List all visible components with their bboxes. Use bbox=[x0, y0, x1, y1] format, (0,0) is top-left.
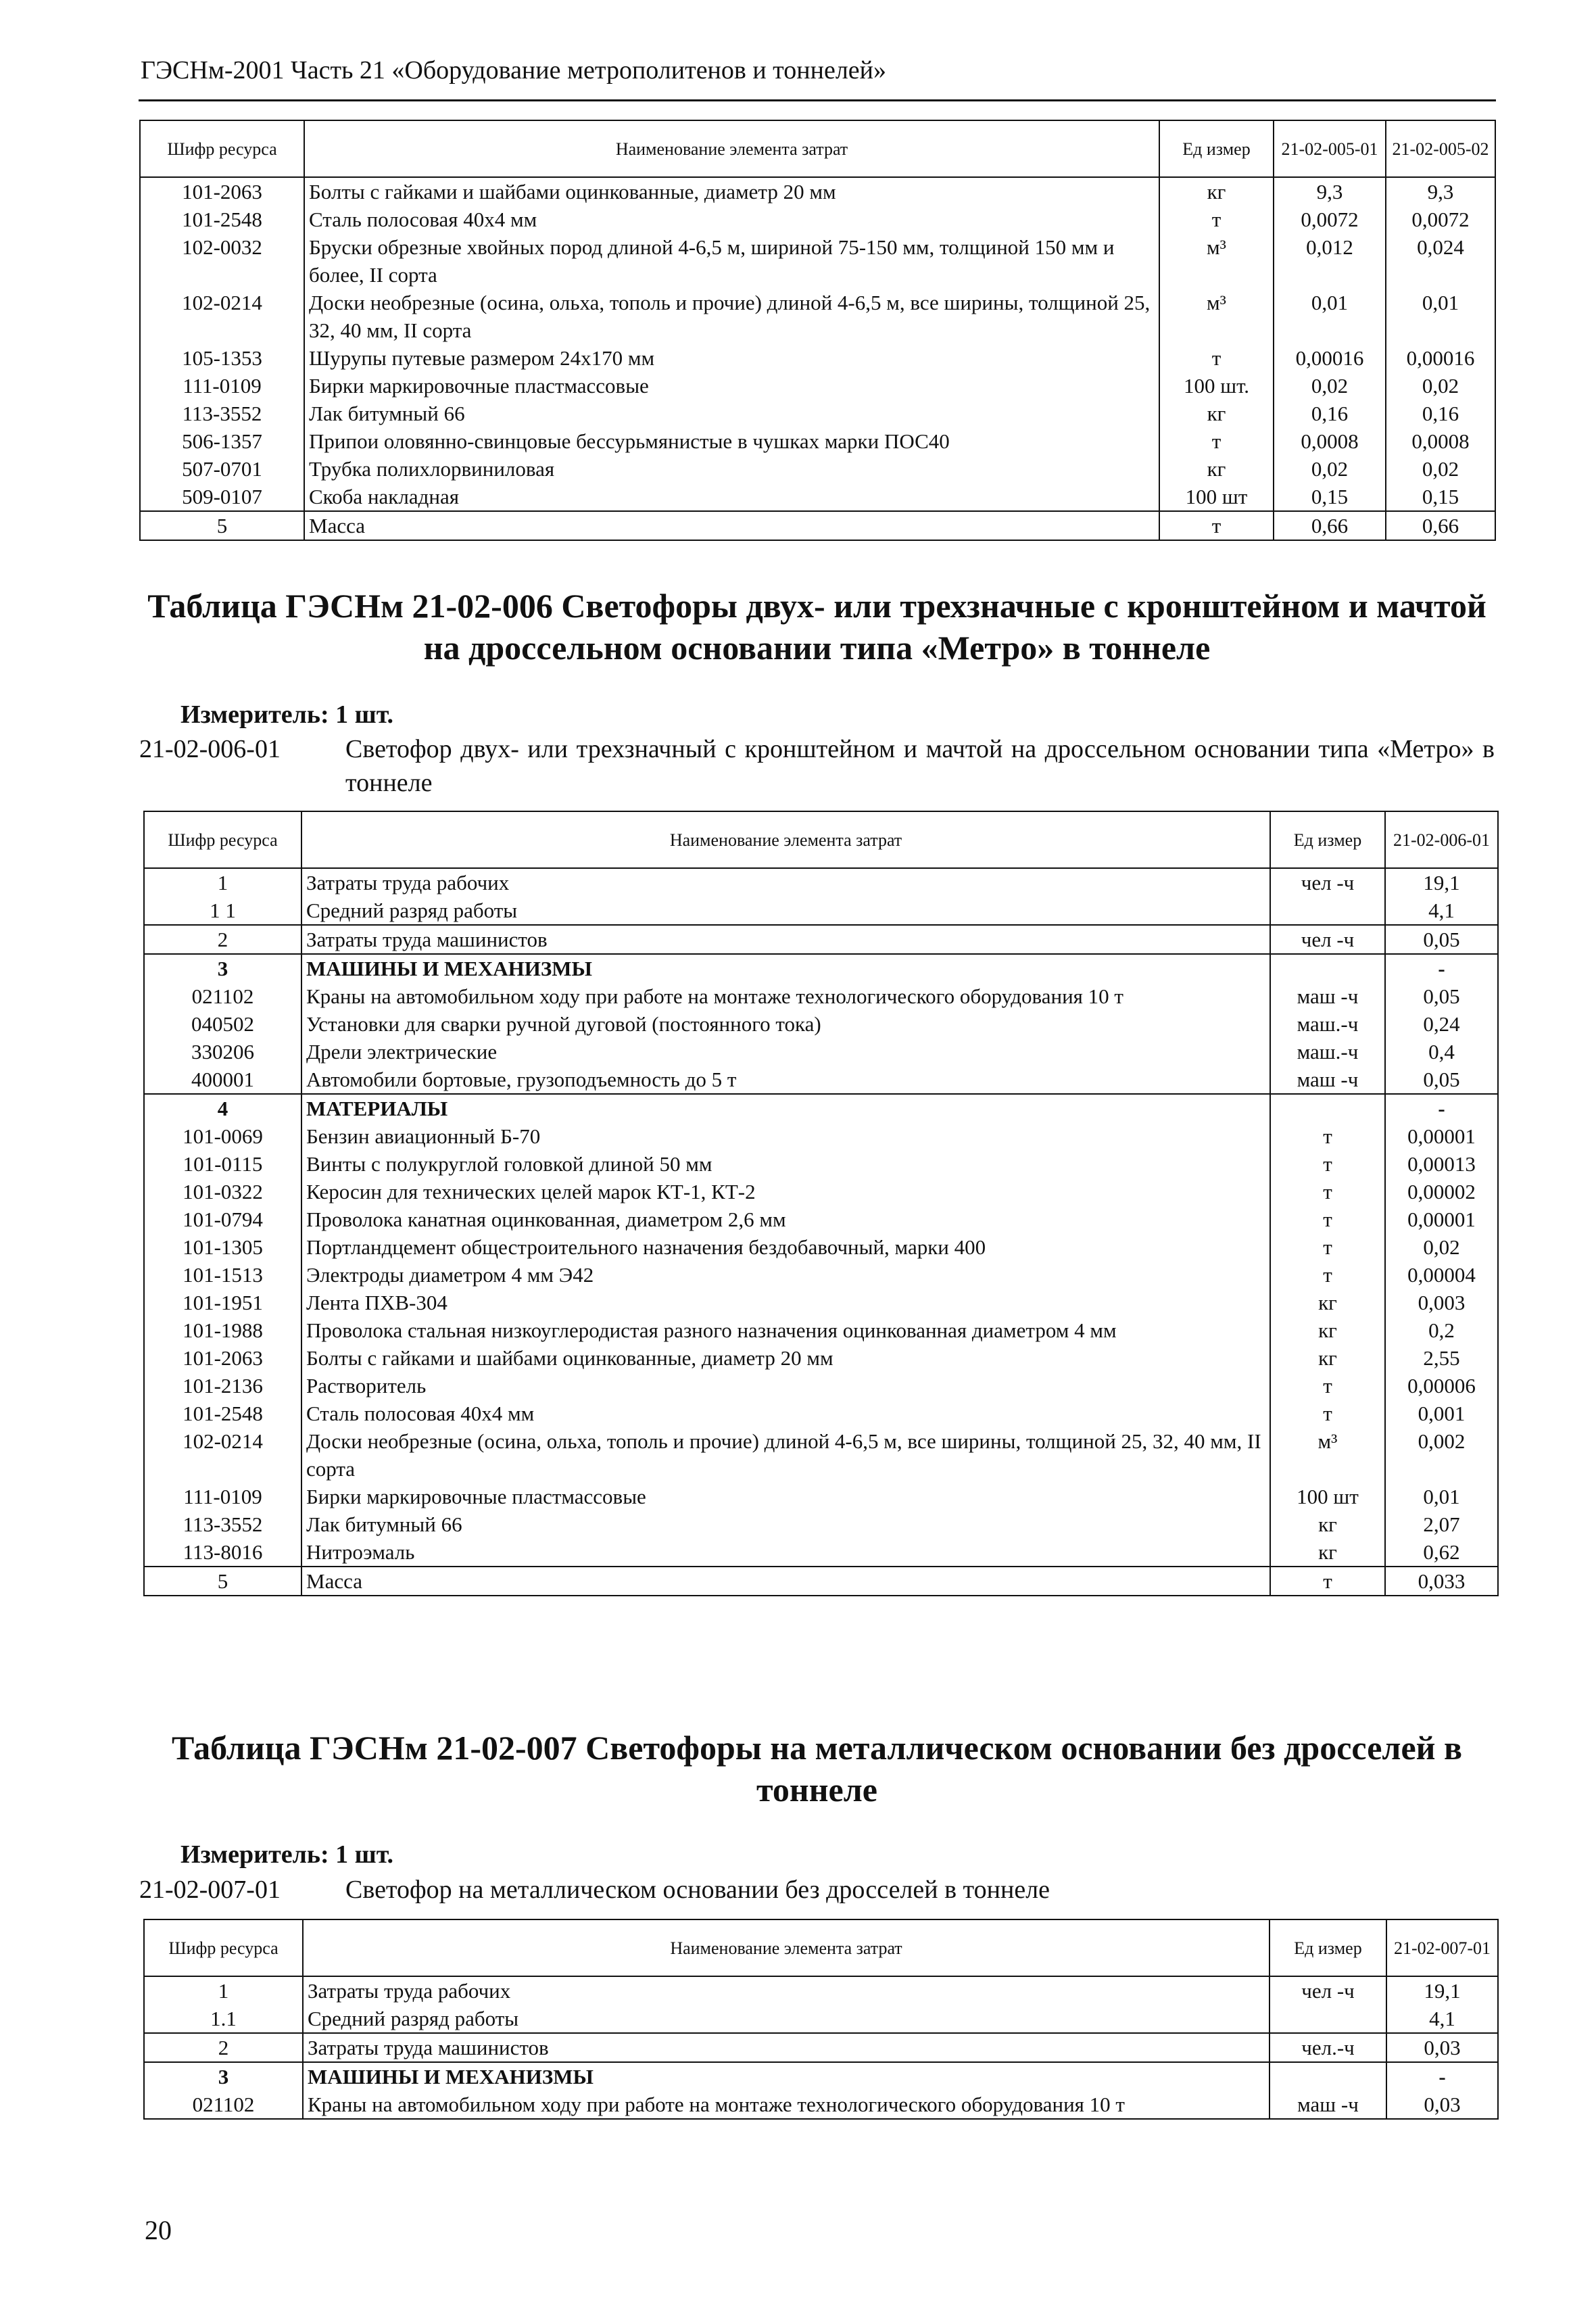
unit-of-measure bbox=[1270, 954, 1385, 982]
meter-value: 1 шт. bbox=[335, 1840, 394, 1869]
unit-of-measure: кг bbox=[1270, 1510, 1385, 1538]
norm-value: 0,02 bbox=[1386, 372, 1495, 400]
table-row bbox=[140, 483, 1495, 511]
resource-code: 101-1513 bbox=[144, 1261, 301, 1289]
resource-code: 101-1951 bbox=[144, 1289, 301, 1316]
column-header: Шифр ресурса bbox=[140, 120, 304, 177]
norm-value: 0,16 bbox=[1386, 400, 1495, 427]
resource-table-005 bbox=[139, 120, 1496, 541]
table-row bbox=[144, 1510, 1498, 1538]
unit-of-measure bbox=[1269, 2062, 1386, 2091]
resource-code: 113-8016 bbox=[144, 1538, 301, 1567]
table-row bbox=[140, 372, 1495, 400]
table-row bbox=[144, 1316, 1498, 1344]
resource-code: 400001 bbox=[144, 1066, 301, 1094]
unit-of-measure: т bbox=[1270, 1567, 1385, 1596]
cost-element-name: МАТЕРИАЛЫ bbox=[301, 1094, 1270, 1122]
column-header: Наименование элемента затрат bbox=[301, 811, 1270, 868]
cost-element-name: Портландцемент общестроительного назначения бездобавочный, марки 400 bbox=[301, 1233, 1270, 1261]
section-title-line: тоннеле bbox=[756, 1771, 877, 1809]
norm-value: 0,024 bbox=[1386, 233, 1495, 289]
resource-code: 4 bbox=[144, 1094, 301, 1122]
resource-code: 507-0701 bbox=[140, 455, 304, 483]
norm-value: 0,66 bbox=[1274, 511, 1386, 540]
resource-code: 1 1 bbox=[144, 897, 301, 925]
norm-value: 0,05 bbox=[1385, 982, 1498, 1010]
section-title-line: на дроссельном основании типа «Метро» в тоннеле bbox=[423, 629, 1211, 667]
unit-of-measure: т bbox=[1270, 1261, 1385, 1289]
norm-value: 2,55 bbox=[1385, 1344, 1498, 1372]
table-row bbox=[144, 1122, 1498, 1150]
cost-element-name: Электроды диаметром 4 мм Э42 bbox=[301, 1261, 1270, 1289]
norm-value: 0,03 bbox=[1386, 2033, 1498, 2062]
cost-element-name: Скоба накладная bbox=[304, 483, 1159, 511]
table-row bbox=[140, 233, 1495, 289]
table-row bbox=[144, 868, 1498, 897]
resource-code: 1 bbox=[144, 868, 301, 897]
column-header: 21-02-006-01 bbox=[1385, 811, 1498, 868]
unit-of-measure: т bbox=[1270, 1150, 1385, 1178]
unit-of-measure bbox=[1270, 897, 1385, 925]
norm-value: 0,01 bbox=[1385, 1483, 1498, 1510]
table-header-row bbox=[144, 811, 1498, 868]
cost-element-name: Лак битумный 66 bbox=[304, 400, 1159, 427]
meter-value: 1 шт. bbox=[335, 700, 394, 729]
norm-value: 0,00016 bbox=[1274, 344, 1386, 372]
norm-value: 0,00016 bbox=[1386, 344, 1495, 372]
resource-code: 330206 bbox=[144, 1038, 301, 1066]
unit-of-measure: т bbox=[1270, 1400, 1385, 1427]
running-header: ГЭСНм-2001 Часть 21 «Оборудование метрополитенов и тоннелей» bbox=[141, 56, 886, 85]
cost-element-name: Автомобили бортовые, грузоподъемность до 5 т bbox=[301, 1066, 1270, 1094]
unit-of-measure: маш -ч bbox=[1270, 982, 1385, 1010]
cost-element-name: Шурупы путевые размером 24х170 мм bbox=[304, 344, 1159, 372]
resource-code: 101-2136 bbox=[144, 1372, 301, 1400]
unit-of-measure: 100 шт bbox=[1270, 1483, 1385, 1510]
unit-of-measure: маш -ч bbox=[1269, 2091, 1386, 2119]
table-row bbox=[144, 1372, 1498, 1400]
unit-of-measure: кг bbox=[1270, 1289, 1385, 1316]
table-row bbox=[144, 925, 1498, 954]
norm-value: 0,01 bbox=[1274, 289, 1386, 344]
norm-value: 0,15 bbox=[1386, 483, 1495, 511]
resource-code: 101-0115 bbox=[144, 1150, 301, 1178]
cost-element-name: МАШИНЫ И МЕХАНИЗМЫ bbox=[301, 954, 1270, 982]
norm-value: 0,00006 bbox=[1385, 1372, 1498, 1400]
cost-element-name: Лента ПХВ-304 bbox=[301, 1289, 1270, 1316]
table-row bbox=[144, 1538, 1498, 1567]
table-row bbox=[144, 1400, 1498, 1427]
unit-of-measure: т bbox=[1270, 1206, 1385, 1233]
table-row bbox=[144, 1483, 1498, 1510]
norm-value: 0,00013 bbox=[1385, 1150, 1498, 1178]
resource-code: 101-2063 bbox=[144, 1344, 301, 1372]
cost-element-name: Средний разряд работы bbox=[303, 2005, 1269, 2033]
resource-code: 1 bbox=[144, 1976, 303, 2005]
resource-code: 2 bbox=[144, 925, 301, 954]
unit-of-measure: 100 шт bbox=[1159, 483, 1274, 511]
cost-element-name: Масса bbox=[301, 1567, 1270, 1596]
table-row bbox=[144, 1094, 1498, 1122]
norm-value: 19,1 bbox=[1386, 1976, 1498, 2005]
cost-element-name: Доски необрезные (осина, ольха, тополь и прочие) длиной 4-6,5 м, все ширины, толщиной 25, 32, 40 мм, II сорта bbox=[301, 1427, 1270, 1483]
resource-code: 101-1988 bbox=[144, 1316, 301, 1344]
norm-value: 4,1 bbox=[1386, 2005, 1498, 2033]
cost-element-name: Затраты труда рабочих bbox=[301, 868, 1270, 897]
table-header-row bbox=[144, 1919, 1498, 1976]
unit-of-measure: т bbox=[1270, 1233, 1385, 1261]
resource-code: 101-0069 bbox=[144, 1122, 301, 1150]
unit-of-measure: м³ bbox=[1159, 233, 1274, 289]
resource-code: 101-2063 bbox=[140, 177, 304, 206]
norm-value: 0,15 bbox=[1274, 483, 1386, 511]
column-header: 21-02-005-02 bbox=[1386, 120, 1495, 177]
norm-value: 0,66 bbox=[1386, 511, 1495, 540]
cost-element-name: Затраты труда машинистов bbox=[301, 925, 1270, 954]
cost-element-name: Лак битумный 66 bbox=[301, 1510, 1270, 1538]
norm-value: 0,16 bbox=[1274, 400, 1386, 427]
resource-code: 2 bbox=[144, 2033, 303, 2062]
cost-element-name: Бирки маркировочные пластмассовые bbox=[304, 372, 1159, 400]
norm-value: 0,00002 bbox=[1385, 1178, 1498, 1206]
table-row bbox=[140, 427, 1495, 455]
norm-value: 0,05 bbox=[1385, 1066, 1498, 1094]
meter-007 bbox=[180, 1840, 393, 1869]
resource-code: 101-1305 bbox=[144, 1233, 301, 1261]
cost-element-name: Бирки маркировочные пластмассовые bbox=[301, 1483, 1270, 1510]
norm-value: 0,02 bbox=[1274, 455, 1386, 483]
cost-element-name: Проволока стальная низкоуглеродистая разного назначения оцинкованная диаметром 4 мм bbox=[301, 1316, 1270, 1344]
unit-of-measure: чел -ч bbox=[1269, 1976, 1386, 2005]
table-row bbox=[144, 2033, 1498, 2062]
norm-value: 0,0072 bbox=[1274, 206, 1386, 233]
norm-value: 2,07 bbox=[1385, 1510, 1498, 1538]
cost-element-name: Затраты труда рабочих bbox=[303, 1976, 1269, 2005]
section-title-007 bbox=[139, 1727, 1495, 1811]
cost-element-name: Бруски обрезные хвойных пород длиной 4-6,5 м, шириной 75-150 мм, толщиной 150 мм и более, II сорта bbox=[304, 233, 1159, 289]
unit-of-measure: кг bbox=[1270, 1316, 1385, 1344]
header-rule bbox=[139, 99, 1496, 101]
table-row bbox=[144, 1344, 1498, 1372]
resource-code: 102-0214 bbox=[140, 289, 304, 344]
norm-value: 0,00004 bbox=[1385, 1261, 1498, 1289]
column-header: Наименование элемента затрат bbox=[304, 120, 1159, 177]
norm-value: 9,3 bbox=[1274, 177, 1386, 206]
cost-element-name: Припои оловянно-свинцовые бессурьмянистые в чушках марки ПОС40 bbox=[304, 427, 1159, 455]
unit-of-measure: 100 шт. bbox=[1159, 372, 1274, 400]
cost-element-name: Трубка полихлорвиниловая bbox=[304, 455, 1159, 483]
cost-element-name: Дрели электрические bbox=[301, 1038, 1270, 1066]
resource-code: 021102 bbox=[144, 2091, 303, 2119]
norm-value: - bbox=[1386, 2062, 1498, 2091]
unit-of-measure: т bbox=[1159, 511, 1274, 540]
item-line-006 bbox=[139, 732, 1495, 800]
cost-element-name: Сталь полосовая 40х4 мм bbox=[304, 206, 1159, 233]
norm-value: 0,2 bbox=[1385, 1316, 1498, 1344]
column-header: Ед измер bbox=[1159, 120, 1274, 177]
column-header: Ед измер bbox=[1270, 811, 1385, 868]
table-row bbox=[144, 1233, 1498, 1261]
norm-value: 0,03 bbox=[1386, 2091, 1498, 2119]
column-header: Наименование элемента затрат bbox=[303, 1919, 1269, 1976]
resource-code: 102-0214 bbox=[144, 1427, 301, 1483]
unit-of-measure: маш.-ч bbox=[1270, 1038, 1385, 1066]
norm-value: - bbox=[1385, 1094, 1498, 1122]
table-row bbox=[144, 1427, 1498, 1483]
table-row bbox=[144, 1066, 1498, 1094]
page-number: 20 bbox=[145, 2215, 172, 2245]
table-header-row bbox=[140, 120, 1495, 177]
cost-element-name: Нитроэмаль bbox=[301, 1538, 1270, 1567]
norm-value: 0,4 bbox=[1385, 1038, 1498, 1066]
resource-code: 021102 bbox=[144, 982, 301, 1010]
norm-value: 0,01 bbox=[1386, 289, 1495, 344]
norm-value: 0,02 bbox=[1385, 1233, 1498, 1261]
resource-table-007 bbox=[143, 1919, 1499, 2120]
resource-code: 1.1 bbox=[144, 2005, 303, 2033]
table-row bbox=[144, 1178, 1498, 1206]
norm-value: 4,1 bbox=[1385, 897, 1498, 925]
cost-element-name: Болты с гайками и шайбами оцинкованные, диаметр 20 мм bbox=[304, 177, 1159, 206]
cost-element-name: Краны на автомобильном ходу при работе на монтаже технологического оборудования 10 т bbox=[301, 982, 1270, 1010]
norm-value: 0,002 bbox=[1385, 1427, 1498, 1483]
resource-code: 102-0032 bbox=[140, 233, 304, 289]
unit-of-measure: маш -ч bbox=[1270, 1066, 1385, 1094]
unit-of-measure: кг bbox=[1159, 400, 1274, 427]
unit-of-measure: чел -ч bbox=[1270, 868, 1385, 897]
unit-of-measure: кг bbox=[1159, 177, 1274, 206]
table-row bbox=[144, 2091, 1498, 2119]
resource-code: 3 bbox=[144, 2062, 303, 2091]
norm-value: 0,62 bbox=[1385, 1538, 1498, 1567]
meter-label: Измеритель: bbox=[180, 700, 329, 729]
norm-value: 0,003 bbox=[1385, 1289, 1498, 1316]
table-row bbox=[144, 2062, 1498, 2091]
resource-table-006 bbox=[143, 811, 1499, 1596]
table-row bbox=[140, 455, 1495, 483]
norm-value: 0,012 bbox=[1274, 233, 1386, 289]
norm-value: 0,0008 bbox=[1274, 427, 1386, 455]
cost-element-name: Средний разряд работы bbox=[301, 897, 1270, 925]
resource-code: 113-3552 bbox=[140, 400, 304, 427]
resource-code: 101-0322 bbox=[144, 1178, 301, 1206]
column-header: Шифр ресурса bbox=[144, 811, 301, 868]
table-row bbox=[144, 1289, 1498, 1316]
column-header: Шифр ресурса bbox=[144, 1919, 303, 1976]
table-row bbox=[144, 954, 1498, 982]
table-row bbox=[140, 206, 1495, 233]
norm-value: 0,0072 bbox=[1386, 206, 1495, 233]
cost-element-name: Растворитель bbox=[301, 1372, 1270, 1400]
section-title-line: Таблица ГЭСНм 21-02-006 Светофоры двух- или трехзначные с кронштейном и мачтой bbox=[147, 587, 1486, 625]
norm-value: 0,24 bbox=[1385, 1010, 1498, 1038]
table-row bbox=[144, 982, 1498, 1010]
resource-code: 5 bbox=[144, 1567, 301, 1596]
column-header: 21-02-005-01 bbox=[1274, 120, 1386, 177]
resource-code: 111-0109 bbox=[140, 372, 304, 400]
unit-of-measure: чел -ч bbox=[1270, 925, 1385, 954]
resource-code: 5 bbox=[140, 511, 304, 540]
norm-value: 0,05 bbox=[1385, 925, 1498, 954]
cost-element-name: Масса bbox=[304, 511, 1159, 540]
unit-of-measure: кг bbox=[1159, 455, 1274, 483]
resource-code: 113-3552 bbox=[144, 1510, 301, 1538]
item-code: 21-02-006-01 bbox=[139, 735, 281, 763]
meter-label: Измеритель: bbox=[180, 1840, 329, 1869]
table-total-row bbox=[144, 1567, 1498, 1596]
unit-of-measure: маш.-ч bbox=[1270, 1010, 1385, 1038]
unit-of-measure: чел.-ч bbox=[1269, 2033, 1386, 2062]
norm-value: 0,00001 bbox=[1385, 1122, 1498, 1150]
norm-value: 0,033 bbox=[1385, 1567, 1498, 1596]
norm-value: - bbox=[1385, 954, 1498, 982]
cost-element-name: Доски необрезные (осина, ольха, тополь и прочие) длиной 4-6,5 м, все ширины, толщиной 25, 32, 40 мм, II сорта bbox=[304, 289, 1159, 344]
meter-006 bbox=[180, 700, 393, 730]
resource-code: 101-2548 bbox=[140, 206, 304, 233]
resource-code: 040502 bbox=[144, 1010, 301, 1038]
item-description: Светофор двух- или трехзначный с кронштейном и мачтой на дроссельном основании типа «Метро» в тоннеле bbox=[345, 735, 1495, 797]
section-title-line: Таблица ГЭСНм 21-02-007 Светофоры на металлическом основании без дросселей в bbox=[172, 1729, 1462, 1767]
cost-element-name: Проволока канатная оцинкованная, диаметром 2,6 мм bbox=[301, 1206, 1270, 1233]
cost-element-name: Сталь полосовая 40х4 мм bbox=[301, 1400, 1270, 1427]
norm-value: 0,00001 bbox=[1385, 1206, 1498, 1233]
table-total-row bbox=[140, 511, 1495, 540]
norm-value: 0,001 bbox=[1385, 1400, 1498, 1427]
table-row bbox=[140, 177, 1495, 206]
item-code: 21-02-007-01 bbox=[139, 1876, 281, 1904]
column-header: 21-02-007-01 bbox=[1386, 1919, 1498, 1976]
unit-of-measure: м³ bbox=[1270, 1427, 1385, 1483]
column-header: Ед измер bbox=[1269, 1919, 1386, 1976]
unit-of-measure: т bbox=[1159, 206, 1274, 233]
norm-value: 0,02 bbox=[1274, 372, 1386, 400]
norm-value: 9,3 bbox=[1386, 177, 1495, 206]
table-row bbox=[140, 289, 1495, 344]
norm-value: 0,02 bbox=[1386, 455, 1495, 483]
cost-element-name: Керосин для технических целей марок КТ-1, КТ-2 bbox=[301, 1178, 1270, 1206]
unit-of-measure: кг bbox=[1270, 1538, 1385, 1567]
table-row bbox=[140, 344, 1495, 372]
table-row bbox=[144, 897, 1498, 925]
table-row bbox=[144, 1010, 1498, 1038]
cost-element-name: МАШИНЫ И МЕХАНИЗМЫ bbox=[303, 2062, 1269, 2091]
table-row bbox=[144, 2005, 1498, 2033]
norm-value: 0,0008 bbox=[1386, 427, 1495, 455]
cost-element-name: Бензин авиационный Б-70 bbox=[301, 1122, 1270, 1150]
table-row bbox=[144, 1150, 1498, 1178]
cost-element-name: Установки для сварки ручной дуговой (постоянного тока) bbox=[301, 1010, 1270, 1038]
cost-element-name: Болты с гайками и шайбами оцинкованные, диаметр 20 мм bbox=[301, 1344, 1270, 1372]
resource-code: 506-1357 bbox=[140, 427, 304, 455]
cost-element-name: Винты с полукруглой головкой длиной 50 мм bbox=[301, 1150, 1270, 1178]
unit-of-measure bbox=[1270, 1094, 1385, 1122]
item-description: Светофор на металлическом основании без дросселей в тоннеле bbox=[345, 1876, 1050, 1904]
section-title-006 bbox=[139, 585, 1495, 669]
unit-of-measure: т bbox=[1270, 1178, 1385, 1206]
unit-of-measure: кг bbox=[1270, 1344, 1385, 1372]
unit-of-measure bbox=[1269, 2005, 1386, 2033]
table-row bbox=[144, 1038, 1498, 1066]
resource-code: 111-0109 bbox=[144, 1483, 301, 1510]
unit-of-measure: т bbox=[1159, 344, 1274, 372]
unit-of-measure: т bbox=[1270, 1122, 1385, 1150]
cost-element-name: Краны на автомобильном ходу при работе на монтаже технологического оборудования 10 т bbox=[303, 2091, 1269, 2119]
item-line-007 bbox=[139, 1873, 1495, 1907]
table-row bbox=[144, 1206, 1498, 1233]
unit-of-measure: т bbox=[1159, 427, 1274, 455]
unit-of-measure: м³ bbox=[1159, 289, 1274, 344]
resource-code: 101-0794 bbox=[144, 1206, 301, 1233]
unit-of-measure: т bbox=[1270, 1372, 1385, 1400]
table-row bbox=[144, 1261, 1498, 1289]
resource-code: 105-1353 bbox=[140, 344, 304, 372]
resource-code: 3 bbox=[144, 954, 301, 982]
resource-code: 509-0107 bbox=[140, 483, 304, 511]
norm-value: 19,1 bbox=[1385, 868, 1498, 897]
resource-code: 101-2548 bbox=[144, 1400, 301, 1427]
table-row bbox=[144, 1976, 1498, 2005]
cost-element-name: Затраты труда машинистов bbox=[303, 2033, 1269, 2062]
table-row bbox=[140, 400, 1495, 427]
